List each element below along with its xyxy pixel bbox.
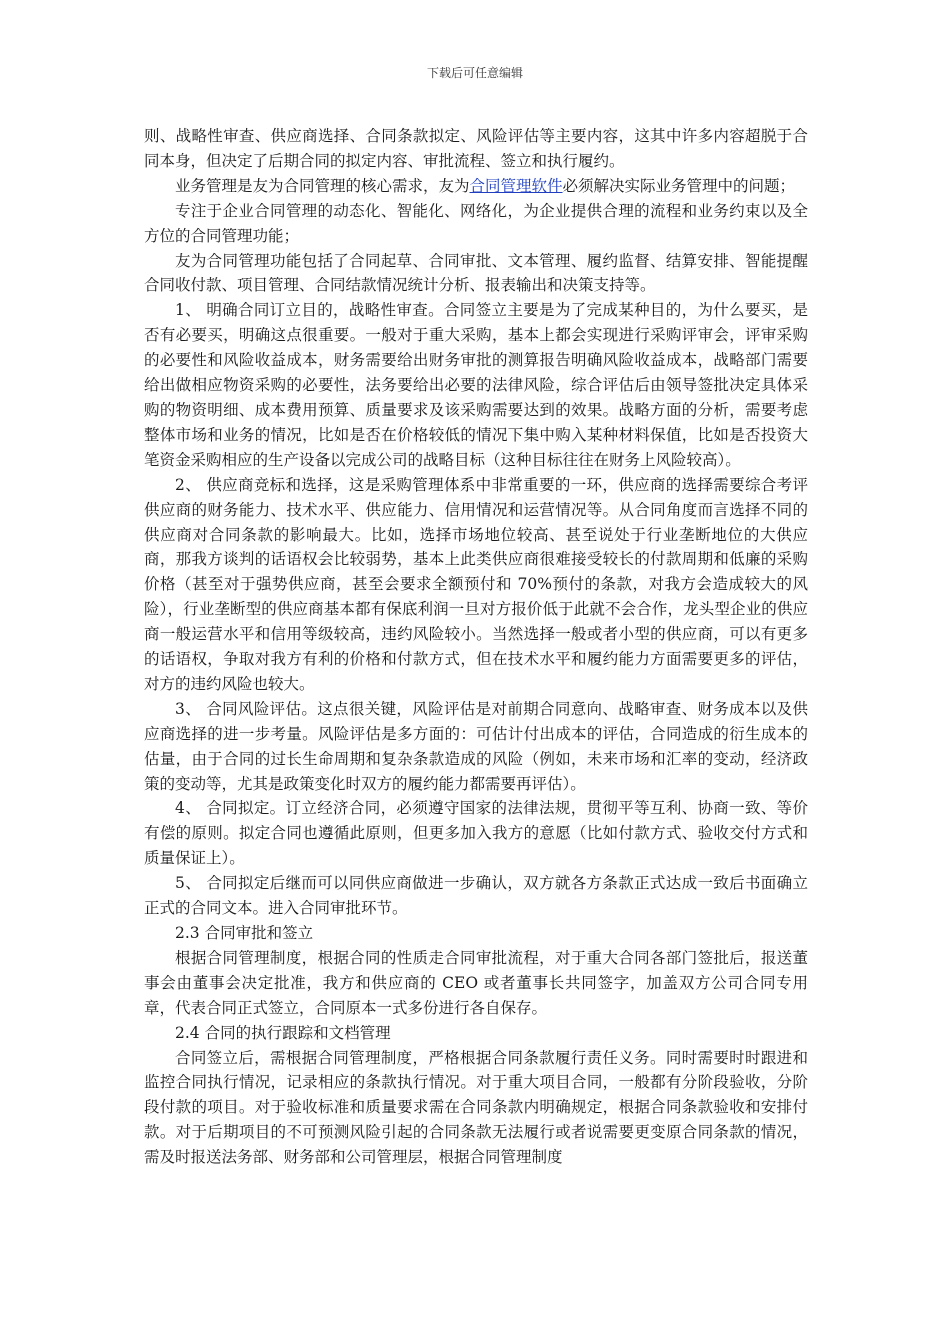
- paragraph-features: 友为合同管理功能包括了合同起草、合同审批、文本管理、履约监督、结算安排、智能提醒合同收付款、项目管理、合同结款情况统计分析、报表输出和决策支持等。: [144, 251, 808, 295]
- paragraph-approval: 根据合同管理制度，根据合同的性质走合同审批流程，对于重大合同各部门签批后，报送董事会由董事会决定批准，我方和供应商的 CEO 或者董事长共同签字，加盖双方公司合同专用章，代表合同正式签立，合同原本一式多份进行各自保存。: [144, 948, 808, 1017]
- paragraph-continued: 则、战略性审查、供应商选择、合同条款拟定、风险评估等主要内容，这其中许多内容超脱于合同本身，但决定了后期合同的拟定内容、审批流程、签立和执行履约。: [144, 127, 808, 170]
- paragraph-execution: 合同签立后，需根据合同管理制度，严格根据合同条款履行责任义务。同时需要时时跟进和监控合同执行情况，记录相应的条款执行情况。对于重大项目合同，一般都有分阶段验收，分阶段付款的项目。对于验收标准和质量要求需在合同条款内明确规定，根据合同条款验收和安排付款。对于后期项目的不可预测风险引起的合同条款无法履行或者说需要更变原合同条款的情况，需及时报送法务部、财务部和公司管理层，根据合同管理制度: [144, 1048, 808, 1167]
- list-item-4: 4、 合同拟定。订立经济合同，必须遵守国家的法律法规，贯彻平等互利、协商一致、等价有偿的原则。拟定合同也遵循此原则，但更多加入我方的意愿（比如付款方式、验收交付方式和质量保证上）。: [144, 799, 808, 868]
- contract-software-link[interactable]: 合同管理软件: [469, 176, 563, 195]
- paragraph-focus: 专注于企业合同管理的动态化、智能化、网络化，为企业提供合理的流程和业务约束以及全方位的合同管理功能；: [144, 201, 808, 245]
- page-header: 下载后可任意编辑: [426, 66, 523, 80]
- paragraph-text: 业务管理是友为合同管理的核心需求，友为: [175, 176, 470, 195]
- paragraph-business-management: [144, 174, 808, 199]
- section-heading-2-4: 2.4 合同的执行跟踪和文档管理: [175, 1023, 391, 1042]
- list-item-1: 1、 明确合同订立目的，战略性审查。合同签立主要是为了完成某种目的，为什么要买，是否有必要买，明确这点很重要。一般对于重大采购，基本上都会实现进行采购评审会，评审采购的必要性和风险收益成本，财务需要给出财务审批的测算报告明确风险收益成本，战略部门需要给出做相应物资采购的必要性，法务要给出必要的法律风险，综合评估后由领导签批决定具体采购的物资明细、成本费用预算、质量要求及该采购需要达到的效果。战略方面的分析，需要考虑整体市场和业务的情况，比如是否在价格较低的情况下集中购入某种材料保值，比如是否投资大笔资金采购相应的生产设备以完成公司的战略目标（这种目标往往在财务上风险较高）。: [144, 301, 808, 469]
- list-item-5: 5、 合同拟定后继而可以同供应商做进一步确认，双方就各方条款正式达成一致后书面确立正式的合同文本。进入合同审批环节。: [144, 874, 808, 918]
- list-item-3: 3、 合同风险评估。这点很关键，风险评估是对前期合同意向、战略审查、财务成本以及供应商选择的进一步考量。风险评估是多方面的：可估计付出成本的评估，合同造成的衍生成本的估量，由于合同的过长生命周期和复杂条款造成的风险（例如，未来市场和汇率的变动，经济政策的变动等，尤其是政策变化时双方的履约能力都需要再评估）。: [144, 699, 808, 793]
- section-heading-2-3: 2.3 合同审批和签立: [175, 924, 314, 942]
- list-item-2: 2、 供应商竞标和选择，这是采购管理体系中非常重要的一环，供应商的选择需要综合考评供应商的财务能力、技术水平、供应能力、信用情况和运营情况等。从合同角度而言选择不同的供应商对合同条款的影响最大。比如，选择市场地位较高、甚至说处于行业垄断地位的大供应商，那我方谈判的话语权会比较弱势，基本上此类供应商很难接受较长的付款周期和低廉的采购价格（甚至对于强势供应商，甚至会要求全额预付和 70%预付的条款，对我方会造成较大的风险），行业垄断型的供应商基本都有保底利润一旦对方报价低于此就不会合作，龙头型企业的供应商一般运营水平和信用等级较高，违约风险较小。当然选择一般或者小型的供应商，可以有更多的话语权，争取对我方有利的价格和付款方式，但在技术水平和履约能力方面需要更多的评估，对方的违约风险也较大。: [144, 475, 808, 693]
- paragraph-text: 必须解决实际业务管理中的问题；: [562, 176, 796, 195]
- document-body: [144, 124, 808, 1170]
